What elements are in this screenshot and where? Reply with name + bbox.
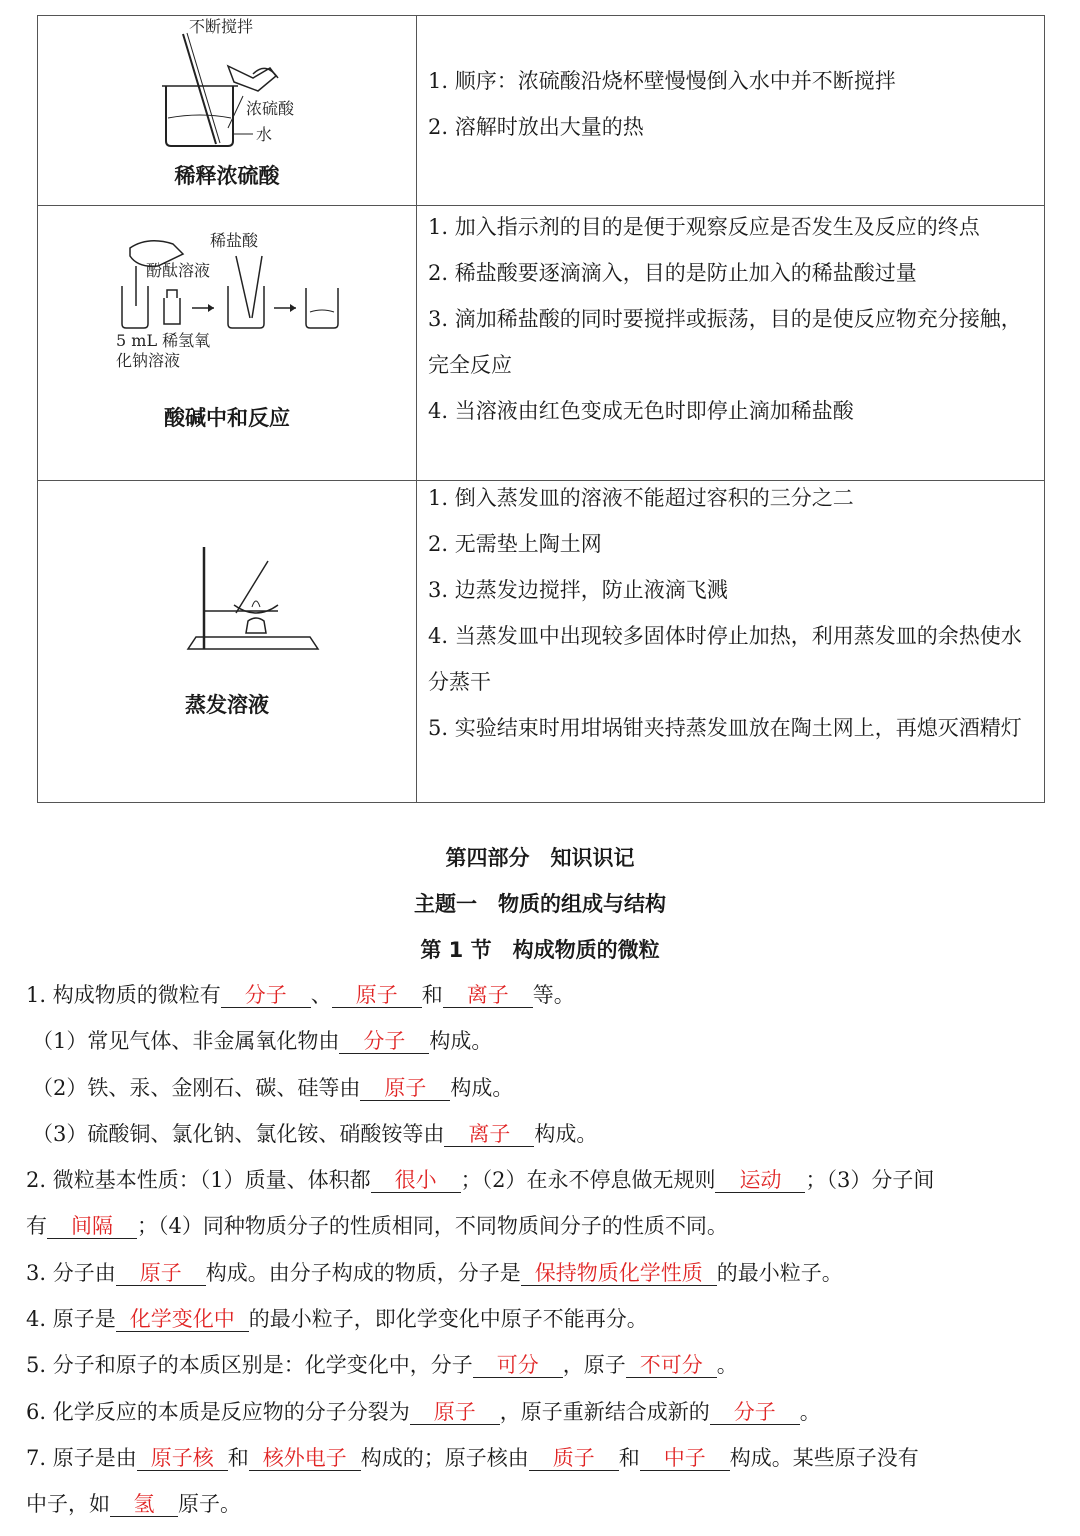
item-text: 中子，如 [26, 1492, 110, 1517]
naoh-label: 化钠溶液 [116, 351, 181, 370]
answer-blank: 原子 [410, 1400, 500, 1425]
section-headings [0, 838, 1080, 976]
item-text: 构成。 [534, 1121, 598, 1146]
item-text: 等。 [532, 983, 575, 1007]
answer-blank: 原子 [332, 983, 422, 1008]
section-title: 第 1 节 构成物质的微粒 [420, 938, 660, 962]
item-text: ；（4）同种物质分子的性质相同，不同物质间分子的性质不同。 [137, 1214, 728, 1239]
water-label: 水 [256, 125, 273, 144]
item-text: 构成。 [450, 1075, 514, 1100]
answer-blank: 运动 [715, 1168, 805, 1193]
item-text: 、 [310, 983, 332, 1007]
answer-blank: 离子 [443, 983, 533, 1008]
list-item [26, 1250, 1056, 1296]
answer-blank: 间隔 [47, 1214, 137, 1239]
item-text: 原子。 [178, 1492, 241, 1517]
item-text: ；（2）在永不停息做无规则 [460, 1168, 716, 1193]
item-text: ，原子重新结合成新的 [499, 1399, 710, 1424]
answer-blank: 中子 [640, 1446, 730, 1471]
answer-blank: 质子 [529, 1446, 619, 1471]
list-item [26, 1342, 1056, 1388]
answer-blank: 保持物质化学性质 [521, 1261, 717, 1286]
theme-title: 主题一 物质的组成与结构 [414, 892, 666, 916]
answer-blank: 不可分 [626, 1353, 717, 1378]
list-item [26, 1435, 1056, 1528]
knowledge-items [26, 972, 1056, 1528]
answer-blank: 核外电子 [249, 1446, 361, 1471]
phenol-label: 酚酞溶液 [146, 261, 211, 280]
note: 4. 当蒸发皿中出现较多固体时停止加热，利用蒸发皿的余热使水分蒸干 [428, 624, 1022, 694]
item-text: 4. 原子是 [26, 1307, 116, 1332]
note: 3. 边蒸发边搅拌，防止液滴飞溅 [428, 578, 728, 602]
notes-cell [417, 481, 1045, 803]
experiment-table [37, 15, 1045, 803]
answer-blank: 分子 [339, 1029, 429, 1054]
notes-cell [417, 206, 1045, 481]
item-text: 1. 构成物质的微粒有 [26, 983, 221, 1007]
note: 1. 顺序：浓硫酸沿烧杯壁慢慢倒入水中并不断搅拌 [428, 69, 896, 93]
item-text: 3. 分子由 [26, 1260, 116, 1285]
answer-blank: 分子 [221, 983, 311, 1008]
item-text: 构成。某些原子没有 [729, 1445, 919, 1470]
item-text: 。 [799, 1399, 821, 1424]
note: 2. 无需垫上陶土网 [428, 532, 602, 556]
item-text: 5. 分子和原子的本质区别是：化学变化中，分子 [26, 1353, 473, 1378]
item-text: 和 [618, 1445, 640, 1470]
experiment-row [38, 206, 1045, 481]
stir-label: 不断搅拌 [189, 17, 254, 36]
figure-cell [38, 16, 417, 206]
answer-blank: 原子 [360, 1076, 450, 1101]
note: 1. 倒入蒸发皿的溶液不能超过容积的三分之二 [428, 486, 854, 510]
acid-label: 浓硫酸 [246, 99, 295, 118]
list-item [26, 1296, 1056, 1342]
item-text: 7. 原子是由 [26, 1445, 137, 1470]
item-text: 。 [716, 1353, 738, 1378]
answer-blank: 原子核 [137, 1446, 228, 1471]
evaporation-illustration [38, 541, 416, 661]
note: 2. 溶解时放出大量的热 [428, 115, 644, 139]
item-text: 和 [227, 1445, 249, 1470]
note: 1. 加入指示剂的目的是便于观察反应是否发生及反应的终点 [428, 215, 980, 239]
caption-neutralization: 酸碱中和反应 [164, 406, 290, 430]
item-text: （2）铁、汞、金刚石、碳、硅等由 [32, 1075, 361, 1100]
item-text: 有 [26, 1214, 47, 1239]
part-title: 第四部分 知识识记 [445, 846, 635, 870]
note: 4. 当溶液由红色变成无色时即停止滴加稀盐酸 [428, 399, 854, 423]
item-text: 构成。由分子构成的物质，分子是 [205, 1260, 521, 1285]
hcl-label: 稀盐酸 [210, 231, 259, 250]
list-item [26, 1157, 1056, 1250]
caption-dilute-acid: 稀释浓硫酸 [174, 164, 280, 188]
item-text: （3）硫酸铜、氯化钠、氯化铵、硝酸铵等由 [32, 1121, 445, 1146]
list-item [26, 1389, 1056, 1435]
answer-blank: 可分 [473, 1353, 563, 1378]
list-item [26, 972, 1056, 1018]
notes-list [417, 475, 1044, 751]
item-text: ，原子 [562, 1353, 626, 1378]
list-item [26, 1018, 1056, 1064]
dilute-acid-illustration [38, 16, 416, 156]
item-text: 的最小粒子，即化学变化中原子不能再分。 [248, 1307, 648, 1332]
caption-evaporation: 蒸发溶液 [185, 693, 269, 717]
note: 2. 稀盐酸要逐滴滴入，目的是防止加入的稀盐酸过量 [428, 261, 917, 285]
item-text: ；（3）分子间 [805, 1168, 935, 1193]
list-item [26, 1065, 1056, 1111]
notes-list [417, 16, 1044, 150]
answer-blank: 离子 [444, 1122, 534, 1147]
answer-blank: 原子 [116, 1261, 206, 1286]
notes-list [417, 204, 1044, 434]
answer-blank: 氢 [110, 1492, 178, 1517]
item-text: 的最小粒子。 [716, 1260, 843, 1285]
item-text: （1）常见气体、非金属氧化物由 [32, 1029, 340, 1054]
neutralization-illustration [38, 226, 416, 386]
item-text: 构成。 [429, 1029, 493, 1054]
experiment-row [38, 16, 1045, 206]
list-item [26, 1111, 1056, 1157]
naoh-label: 5 mL 稀氢氧 [116, 331, 211, 350]
note: 5. 实验结束时用坩埚钳夹持蒸发皿放在陶土网上，再熄灭酒精灯 [428, 716, 1022, 740]
item-text: 6. 化学反应的本质是反应物的分子分裂为 [26, 1399, 410, 1424]
experiment-row [38, 481, 1045, 803]
answer-blank: 分子 [710, 1400, 800, 1425]
note: 3. 滴加稀盐酸的同时要搅拌或振荡，目的是使反应物充分接触，完全反应 [428, 307, 1022, 377]
figure-cell [38, 206, 417, 481]
answer-blank: 很小 [371, 1168, 461, 1193]
figure-cell [38, 481, 417, 803]
notes-cell [417, 16, 1045, 206]
item-text: 和 [421, 983, 443, 1007]
item-text: 2. 微粒基本性质：（1）质量、体积都 [26, 1168, 371, 1193]
item-text: 构成的；原子核由 [360, 1445, 529, 1470]
answer-blank: 化学变化中 [116, 1307, 249, 1332]
